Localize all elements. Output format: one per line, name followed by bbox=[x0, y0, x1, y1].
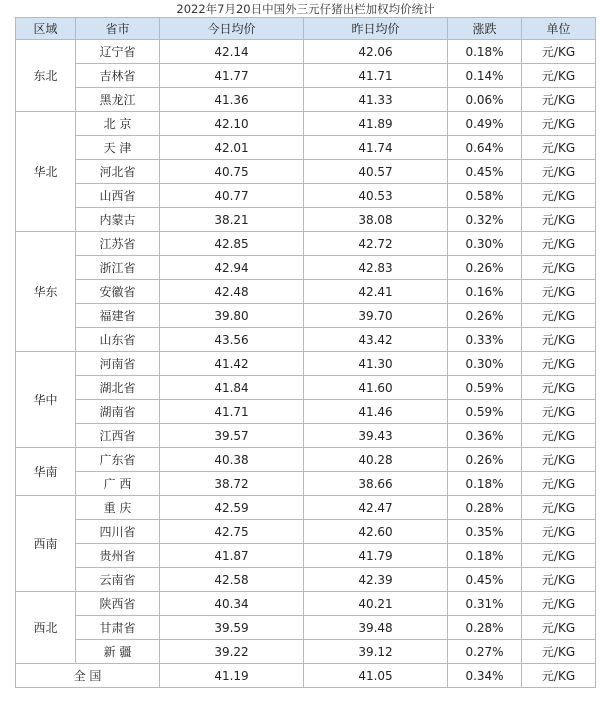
table-row bbox=[16, 424, 596, 448]
header-province: 省市 bbox=[76, 18, 160, 40]
unit-cell: 元/KG bbox=[522, 160, 596, 184]
province-cell: 湖北省 bbox=[76, 376, 160, 400]
today-price-cell: 40.75 bbox=[160, 160, 304, 184]
province-cell: 江西省 bbox=[76, 424, 160, 448]
yesterday-price-cell: 42.83 bbox=[304, 256, 448, 280]
province-cell: 河南省 bbox=[76, 352, 160, 376]
total-label: 全 国 bbox=[16, 664, 160, 688]
table-row bbox=[16, 592, 596, 616]
unit-cell: 元/KG bbox=[522, 568, 596, 592]
yesterday-price-cell: 42.39 bbox=[304, 568, 448, 592]
today-price-cell: 41.77 bbox=[160, 64, 304, 88]
today-price-cell: 40.77 bbox=[160, 184, 304, 208]
total-change: 0.34% bbox=[448, 664, 522, 688]
header-region: 区域 bbox=[16, 18, 76, 40]
today-price-cell: 42.10 bbox=[160, 112, 304, 136]
table-row bbox=[16, 64, 596, 88]
total-yesterday-price: 41.05 bbox=[304, 664, 448, 688]
province-cell: 河北省 bbox=[76, 160, 160, 184]
change-cell: 0.18% bbox=[448, 544, 522, 568]
change-cell: 0.35% bbox=[448, 520, 522, 544]
province-cell: 黑龙江 bbox=[76, 88, 160, 112]
province-cell: 陕西省 bbox=[76, 592, 160, 616]
yesterday-price-cell: 42.06 bbox=[304, 40, 448, 64]
change-cell: 0.59% bbox=[448, 400, 522, 424]
change-cell: 0.49% bbox=[448, 112, 522, 136]
change-cell: 0.18% bbox=[448, 40, 522, 64]
today-price-cell: 43.56 bbox=[160, 328, 304, 352]
today-price-cell: 41.71 bbox=[160, 400, 304, 424]
yesterday-price-cell: 40.53 bbox=[304, 184, 448, 208]
today-price-cell: 41.84 bbox=[160, 376, 304, 400]
table-title-row bbox=[16, 0, 596, 18]
today-price-cell: 42.75 bbox=[160, 520, 304, 544]
unit-cell: 元/KG bbox=[522, 328, 596, 352]
province-cell: 江苏省 bbox=[76, 232, 160, 256]
today-price-cell: 42.94 bbox=[160, 256, 304, 280]
table-row bbox=[16, 208, 596, 232]
change-cell: 0.26% bbox=[448, 256, 522, 280]
unit-cell: 元/KG bbox=[522, 112, 596, 136]
unit-cell: 元/KG bbox=[522, 544, 596, 568]
change-cell: 0.30% bbox=[448, 232, 522, 256]
yesterday-price-cell: 43.42 bbox=[304, 328, 448, 352]
today-price-cell: 38.21 bbox=[160, 208, 304, 232]
unit-cell: 元/KG bbox=[522, 304, 596, 328]
province-cell: 内蒙古 bbox=[76, 208, 160, 232]
change-cell: 0.26% bbox=[448, 448, 522, 472]
unit-cell: 元/KG bbox=[522, 208, 596, 232]
yesterday-price-cell: 42.60 bbox=[304, 520, 448, 544]
province-cell: 贵州省 bbox=[76, 544, 160, 568]
province-cell: 甘肃省 bbox=[76, 616, 160, 640]
total-today-price: 41.19 bbox=[160, 664, 304, 688]
yesterday-price-cell: 39.48 bbox=[304, 616, 448, 640]
province-cell: 四川省 bbox=[76, 520, 160, 544]
table-row bbox=[16, 640, 596, 664]
province-cell: 北 京 bbox=[76, 112, 160, 136]
unit-cell: 元/KG bbox=[522, 232, 596, 256]
yesterday-price-cell: 41.60 bbox=[304, 376, 448, 400]
province-cell: 云南省 bbox=[76, 568, 160, 592]
yesterday-price-cell: 40.28 bbox=[304, 448, 448, 472]
table-title: 2022年7月20日中国外三元仔猪出栏加权均价统计 bbox=[16, 0, 596, 18]
header-change: 涨跌 bbox=[448, 18, 522, 40]
table-row bbox=[16, 304, 596, 328]
table-row bbox=[16, 448, 596, 472]
today-price-cell: 41.87 bbox=[160, 544, 304, 568]
change-cell: 0.16% bbox=[448, 280, 522, 304]
change-cell: 0.33% bbox=[448, 328, 522, 352]
header-unit: 单位 bbox=[522, 18, 596, 40]
table-row bbox=[16, 160, 596, 184]
table-row bbox=[16, 40, 596, 64]
province-cell: 山西省 bbox=[76, 184, 160, 208]
change-cell: 0.32% bbox=[448, 208, 522, 232]
yesterday-price-cell: 40.21 bbox=[304, 592, 448, 616]
table-row bbox=[16, 544, 596, 568]
unit-cell: 元/KG bbox=[522, 376, 596, 400]
change-cell: 0.06% bbox=[448, 88, 522, 112]
today-price-cell: 38.72 bbox=[160, 472, 304, 496]
yesterday-price-cell: 38.08 bbox=[304, 208, 448, 232]
change-cell: 0.26% bbox=[448, 304, 522, 328]
unit-cell: 元/KG bbox=[522, 616, 596, 640]
change-cell: 0.31% bbox=[448, 592, 522, 616]
today-price-cell: 39.59 bbox=[160, 616, 304, 640]
unit-cell: 元/KG bbox=[522, 64, 596, 88]
today-price-cell: 42.59 bbox=[160, 496, 304, 520]
change-cell: 0.58% bbox=[448, 184, 522, 208]
table-row bbox=[16, 400, 596, 424]
change-cell: 0.28% bbox=[448, 616, 522, 640]
change-cell: 0.30% bbox=[448, 352, 522, 376]
province-cell: 天 津 bbox=[76, 136, 160, 160]
table-row bbox=[16, 280, 596, 304]
region-cell: 西北 bbox=[16, 592, 76, 664]
today-price-cell: 39.57 bbox=[160, 424, 304, 448]
unit-cell: 元/KG bbox=[522, 400, 596, 424]
header-yesterday-price: 昨日均价 bbox=[304, 18, 448, 40]
table-header-row bbox=[16, 18, 596, 40]
unit-cell: 元/KG bbox=[522, 592, 596, 616]
region-cell: 华北 bbox=[16, 112, 76, 232]
table-row bbox=[16, 328, 596, 352]
today-price-cell: 42.58 bbox=[160, 568, 304, 592]
table-row bbox=[16, 496, 596, 520]
unit-cell: 元/KG bbox=[522, 424, 596, 448]
unit-cell: 元/KG bbox=[522, 352, 596, 376]
today-price-cell: 39.22 bbox=[160, 640, 304, 664]
province-cell: 湖南省 bbox=[76, 400, 160, 424]
region-cell: 华中 bbox=[16, 352, 76, 448]
change-cell: 0.64% bbox=[448, 136, 522, 160]
province-cell: 辽宁省 bbox=[76, 40, 160, 64]
province-cell: 重 庆 bbox=[76, 496, 160, 520]
today-price-cell: 40.38 bbox=[160, 448, 304, 472]
table-row bbox=[16, 112, 596, 136]
change-cell: 0.14% bbox=[448, 64, 522, 88]
province-cell: 山东省 bbox=[76, 328, 160, 352]
yesterday-price-cell: 42.47 bbox=[304, 496, 448, 520]
table-row bbox=[16, 568, 596, 592]
change-cell: 0.18% bbox=[448, 472, 522, 496]
table-row bbox=[16, 136, 596, 160]
today-price-cell: 40.34 bbox=[160, 592, 304, 616]
unit-cell: 元/KG bbox=[522, 88, 596, 112]
table-row bbox=[16, 256, 596, 280]
region-cell: 西南 bbox=[16, 496, 76, 592]
region-cell: 华南 bbox=[16, 448, 76, 496]
yesterday-price-cell: 41.30 bbox=[304, 352, 448, 376]
unit-cell: 元/KG bbox=[522, 496, 596, 520]
change-cell: 0.45% bbox=[448, 568, 522, 592]
yesterday-price-cell: 42.72 bbox=[304, 232, 448, 256]
yesterday-price-cell: 41.33 bbox=[304, 88, 448, 112]
province-cell: 吉林省 bbox=[76, 64, 160, 88]
province-cell: 新 疆 bbox=[76, 640, 160, 664]
today-price-cell: 42.14 bbox=[160, 40, 304, 64]
yesterday-price-cell: 42.41 bbox=[304, 280, 448, 304]
yesterday-price-cell: 39.70 bbox=[304, 304, 448, 328]
region-cell: 东北 bbox=[16, 40, 76, 112]
unit-cell: 元/KG bbox=[522, 40, 596, 64]
change-cell: 0.59% bbox=[448, 376, 522, 400]
table-row bbox=[16, 376, 596, 400]
yesterday-price-cell: 41.46 bbox=[304, 400, 448, 424]
unit-cell: 元/KG bbox=[522, 256, 596, 280]
yesterday-price-cell: 41.74 bbox=[304, 136, 448, 160]
province-cell: 广 西 bbox=[76, 472, 160, 496]
table-row bbox=[16, 520, 596, 544]
unit-cell: 元/KG bbox=[522, 448, 596, 472]
today-price-cell: 42.48 bbox=[160, 280, 304, 304]
province-cell: 福建省 bbox=[76, 304, 160, 328]
total-unit: 元/KG bbox=[522, 664, 596, 688]
change-cell: 0.45% bbox=[448, 160, 522, 184]
today-price-cell: 41.36 bbox=[160, 88, 304, 112]
unit-cell: 元/KG bbox=[522, 280, 596, 304]
yesterday-price-cell: 39.43 bbox=[304, 424, 448, 448]
table-row bbox=[16, 88, 596, 112]
table-row bbox=[16, 616, 596, 640]
yesterday-price-cell: 39.12 bbox=[304, 640, 448, 664]
yesterday-price-cell: 38.66 bbox=[304, 472, 448, 496]
yesterday-price-cell: 41.89 bbox=[304, 112, 448, 136]
table-row bbox=[16, 232, 596, 256]
header-today-price: 今日均价 bbox=[160, 18, 304, 40]
today-price-cell: 42.01 bbox=[160, 136, 304, 160]
unit-cell: 元/KG bbox=[522, 136, 596, 160]
today-price-cell: 41.42 bbox=[160, 352, 304, 376]
unit-cell: 元/KG bbox=[522, 640, 596, 664]
table-row bbox=[16, 184, 596, 208]
table-body bbox=[16, 40, 596, 688]
table-row bbox=[16, 352, 596, 376]
change-cell: 0.36% bbox=[448, 424, 522, 448]
unit-cell: 元/KG bbox=[522, 472, 596, 496]
yesterday-price-cell: 40.57 bbox=[304, 160, 448, 184]
today-price-cell: 42.85 bbox=[160, 232, 304, 256]
region-cell: 华东 bbox=[16, 232, 76, 352]
total-row bbox=[16, 664, 596, 688]
today-price-cell: 39.80 bbox=[160, 304, 304, 328]
yesterday-price-cell: 41.71 bbox=[304, 64, 448, 88]
change-cell: 0.28% bbox=[448, 496, 522, 520]
province-cell: 浙江省 bbox=[76, 256, 160, 280]
price-table bbox=[15, 0, 596, 688]
table-row bbox=[16, 472, 596, 496]
yesterday-price-cell: 41.79 bbox=[304, 544, 448, 568]
unit-cell: 元/KG bbox=[522, 520, 596, 544]
change-cell: 0.27% bbox=[448, 640, 522, 664]
province-cell: 广东省 bbox=[76, 448, 160, 472]
unit-cell: 元/KG bbox=[522, 184, 596, 208]
province-cell: 安徽省 bbox=[76, 280, 160, 304]
